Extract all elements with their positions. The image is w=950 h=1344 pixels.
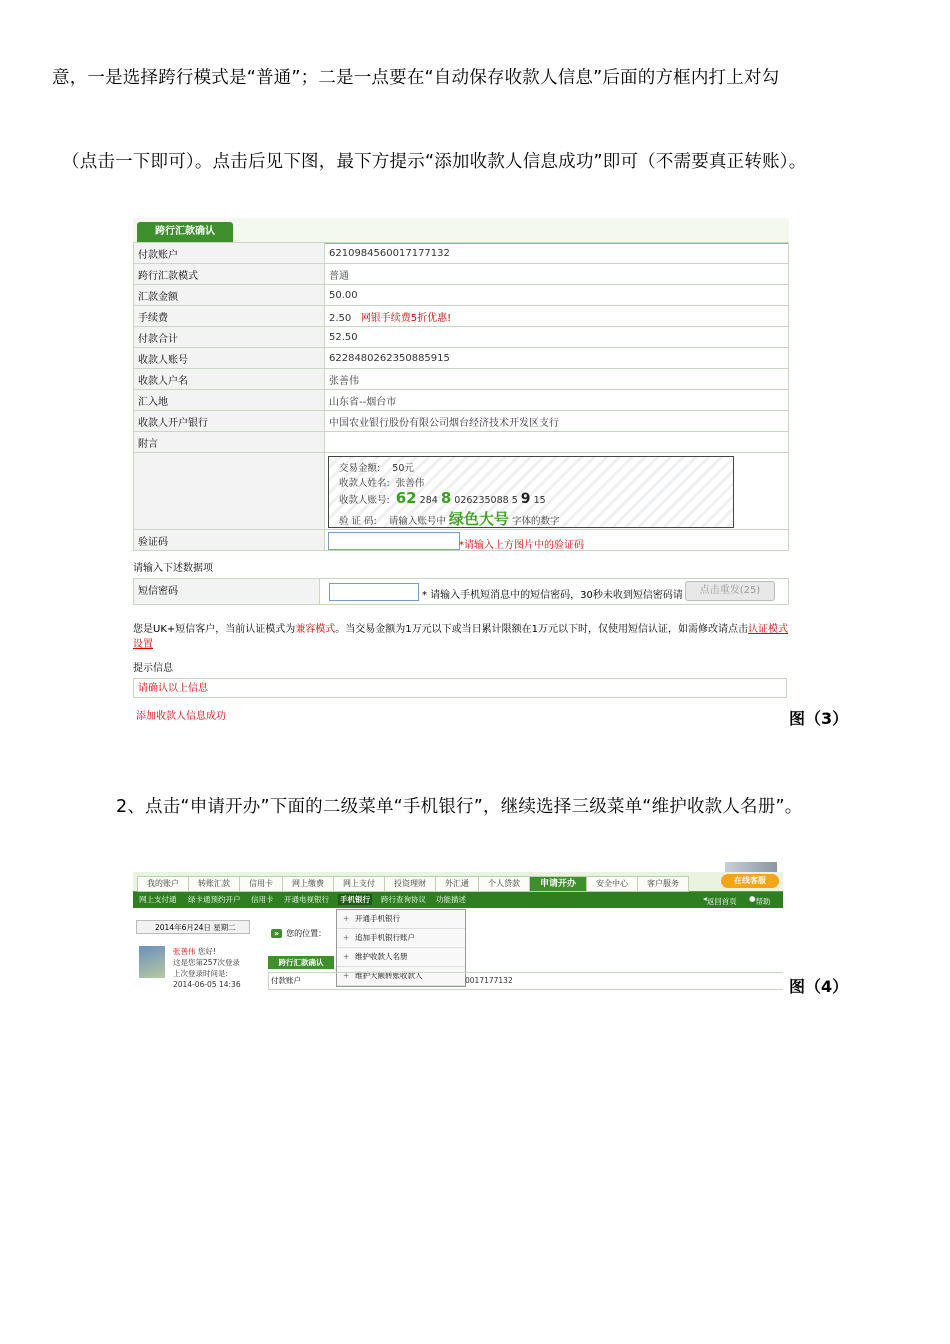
table-row [134,348,789,369]
paragraph-1: 意，一是选择跨行模式是“普通”；二是一点要在“自动保存收款人信息”后面的方框内打上对勾 [52,68,780,88]
verify-input[interactable] [328,532,460,550]
nav-forex[interactable]: 外汇通 [435,876,479,892]
breadcrumb: » 您的位置： [271,928,326,939]
menu-item-payee-list[interactable]: + 维护收款人名册 [337,948,465,967]
row-label: 汇入地 [134,390,325,411]
figure-4-caption: 图（4） [789,977,849,996]
nav-online-pay[interactable]: 网上支付 [333,876,385,892]
row-label: 付款账户 [134,243,325,264]
table-row [134,327,789,348]
avatar [139,946,165,978]
user-info: 张善伟 您好! 这是您第257次登录 上次登录时间是: 2014-06-05 14:36 [173,947,241,989]
table-row [134,285,789,306]
menu-item-add-account[interactable]: + 追加手机银行账户 [337,929,465,948]
row-value: 中国农业银行股份有限公司烟台经济技术开发区支行 [325,411,789,432]
sms-label: 短信密码 [134,579,320,604]
row-label: 付款合计 [134,327,325,348]
nav-service[interactable]: 客户服务 [637,876,689,892]
arrow-icon: » [271,929,282,938]
auth-mode-link[interactable]: 认证模式设置 [133,624,788,650]
figure-4-bank-menu [133,862,783,990]
table-row [134,432,789,453]
sms-row [133,578,789,605]
main-nav [133,872,783,892]
tab-bar [133,218,789,244]
table-row [134,306,789,327]
auth-notice: 您是UK+短信客户，当前认证模式为兼容模式。当交易金额为1万元以下或当日累计限额在1万元以下时，仅使用短信认证，如需修改请点击认证模式设置 [133,624,788,650]
paragraph-2: （点击一下即可）。点击后见下图，最下方提示“添加收款人信息成功”即可（不需要真正转账）。 [62,152,807,172]
nav-payment[interactable]: 网上缴费 [282,876,334,892]
subnav-cross-query[interactable]: 跨行查询协议 [381,895,426,904]
tip-box: 请确认以上信息 [133,678,787,698]
subnav-tv-bank[interactable]: 开通电视银行 [284,895,329,904]
row-value [325,306,789,327]
menu-item-open-mobile[interactable]: + 开通手机银行 [337,910,465,929]
subnav-online-pay[interactable]: 网上支付通 [139,895,177,904]
table-row [134,264,789,285]
paragraph-3: 2、点击“申请开办”下面的二级菜单“手机银行”，继续选择三级菜单“维护收款人名册”。 [116,797,803,817]
row-value: 52.50 [325,327,789,348]
success-message: 添加收款人信息成功 [136,711,226,722]
row-value: 山东省--烟台市 [325,390,789,411]
figure-3-transfer-confirm [133,218,789,728]
table-row [134,243,789,264]
fee-discount-note: 网银手续费5折优惠! [360,312,452,324]
sms-hint: * 请输入手机短消息中的短信密码，30秒未收到短信密码请 [422,590,683,601]
verify-hint: *请输入上方图片中的验证码 [459,540,584,551]
subnav-green-card[interactable]: 绿卡通预约开户 [188,895,241,904]
row-label: 附言 [134,432,325,453]
captcha-image: 交易金额: 50元 收款人姓名: 张善伟 收款人账号: 62 284 8 026235088 5 9 15 验 证 码: 请输入账号中 绿色大号 字体的数字 [328,456,734,528]
resend-button[interactable]: 点击重发(25) [685,581,775,601]
subnav-mobile-bank[interactable]: 手机银行 [340,895,370,904]
date-display: 2014年6月24日 星期二 [136,920,250,934]
row-label: 收款人账号 [134,348,325,369]
nav-credit-card[interactable]: 信用卡 [239,876,283,892]
nav-transfer[interactable]: 转账汇款 [188,876,240,892]
row-label: 收款人开户银行 [134,411,325,432]
row-value [325,432,789,453]
tab-transfer-confirm[interactable]: 跨行汇款确认 [137,222,233,242]
tip-title: 提示信息 [133,663,173,674]
nav-loan[interactable]: 个人贷款 [478,876,530,892]
tab-transfer-confirm[interactable]: 跨行汇款确认 [268,956,334,969]
online-service-button[interactable]: 在线客服 [721,874,779,888]
fee-value: 2.50 [329,312,352,324]
table-row [134,411,789,432]
row-label: 收款人户名 [134,369,325,390]
sms-input[interactable] [329,583,419,601]
subnav-credit-card[interactable]: 信用卡 [251,895,274,904]
table-row: 付款账户 0017177132 [268,972,783,990]
figure-3-caption: 图（3） [789,709,849,728]
nav-my-account[interactable]: 我的账户 [137,876,189,892]
subnav-description[interactable]: 功能描述 [436,895,466,904]
verify-label: 验证码 [134,530,325,551]
menu-item-large-payee[interactable]: + 维护大额转账收款人 [337,967,465,986]
row-value: 50.00 [325,285,789,306]
nav-investment[interactable]: 投资理财 [384,876,436,892]
section-label: 请输入下述数据项 [133,563,213,574]
row-value: 6210984560017177132 [325,243,789,264]
row-value: 普通 [325,264,789,285]
row-value: 6228480262350885915 [325,348,789,369]
table-row [134,390,789,411]
row-value: 张善伟 [325,369,789,390]
row-label: 汇款金额 [134,285,325,306]
table-row [134,369,789,390]
row-label: 手续费 [134,306,325,327]
home-link[interactable]: ◂ 返回首页 [703,894,737,906]
nav-apply[interactable]: 申请开办 [529,876,587,892]
nav-security[interactable]: 安全中心 [586,876,638,892]
sub-nav [133,892,783,908]
row-label: 跨行汇款模式 [134,264,325,285]
help-link[interactable]: ● 帮助 [749,894,771,906]
